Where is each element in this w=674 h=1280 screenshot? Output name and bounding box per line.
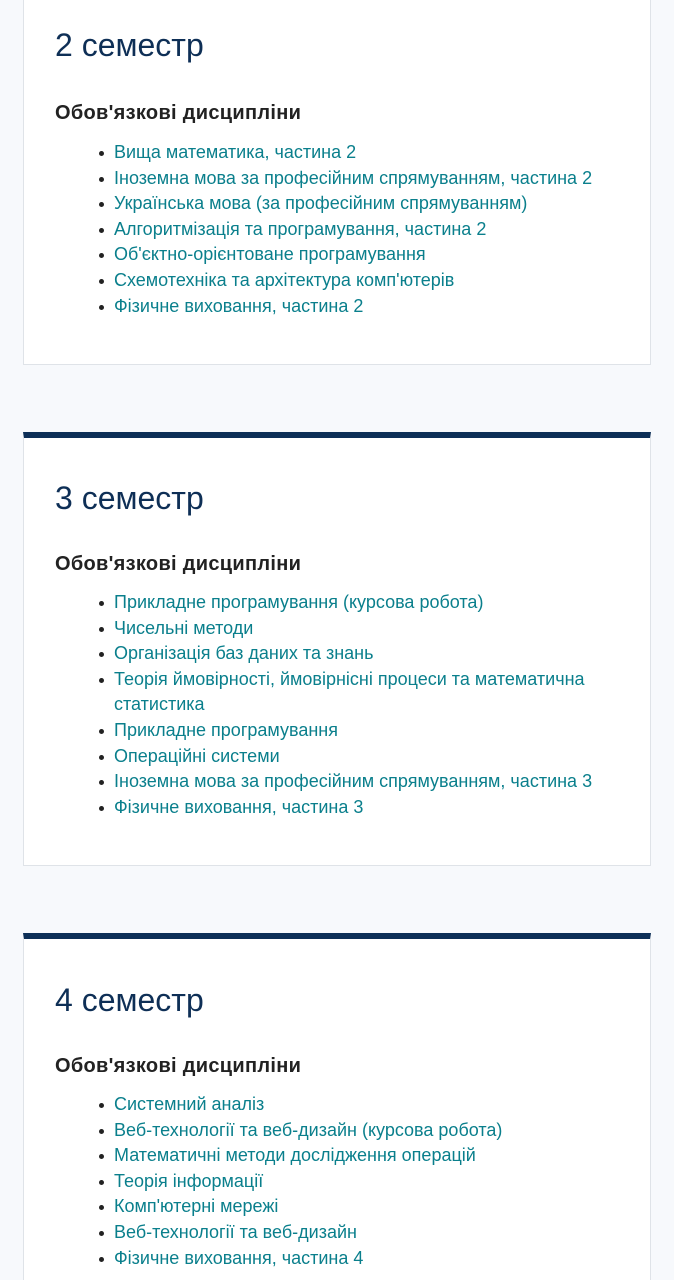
list-item[interactable] — [114, 1246, 624, 1272]
discipline-link[interactable]: Фізичне виховання, частина 2 — [114, 295, 364, 316]
discipline-link[interactable]: Фізичне виховання, частина 4 — [114, 1247, 364, 1268]
discipline-link[interactable]: Веб-технології та веб-дизайн (курсова робота) — [114, 1119, 503, 1140]
list-item[interactable] — [114, 718, 624, 744]
list-item[interactable] — [114, 795, 624, 821]
list-item[interactable] — [114, 1143, 624, 1169]
discipline-list — [114, 1092, 624, 1271]
discipline-link[interactable]: Теорія ймовірностi, ймовірнісні процеси та математична статистика — [114, 668, 585, 715]
list-item[interactable] — [114, 1118, 624, 1144]
discipline-link[interactable]: Іноземна мова за професійним спрямуванням, частина 2 — [114, 167, 593, 188]
mandatory-disciplines-heading: Обов'язкові дисципліни — [55, 102, 302, 124]
mandatory-disciplines-heading: Обов'язкові дисципліни — [55, 1055, 302, 1077]
list-item[interactable] — [114, 641, 624, 667]
discipline-link[interactable]: Математичні методи дослідження операцій — [114, 1145, 476, 1166]
semester-card-4 — [23, 933, 651, 1280]
discipline-link[interactable]: Операційні системи — [114, 745, 280, 766]
list-item[interactable] — [114, 1092, 624, 1118]
semester-card-3 — [23, 432, 651, 866]
list-item[interactable] — [114, 294, 624, 320]
mandatory-disciplines-heading: Обов'язкові дисципліни — [55, 553, 302, 575]
discipline-link[interactable]: Веб-технології та веб-дизайн — [114, 1221, 357, 1242]
list-item[interactable] — [114, 268, 624, 294]
discipline-link[interactable]: Об'єктно-орієнтоване програмування — [114, 244, 426, 265]
discipline-link[interactable]: Прикладне програмування (курсова робота) — [114, 592, 484, 612]
discipline-link[interactable]: Українська мова (за професійним спрямуванням) — [114, 193, 528, 214]
discipline-list — [114, 590, 624, 820]
semester-title: 4 семестр — [55, 982, 204, 1018]
list-item[interactable] — [114, 140, 624, 166]
discipline-link[interactable]: Чисельні методи — [114, 617, 254, 638]
discipline-link[interactable]: Системний аналіз — [114, 1094, 265, 1114]
discipline-link[interactable]: Теорія інформації — [114, 1170, 264, 1191]
semester-title: 3 семестр — [55, 480, 204, 516]
list-item[interactable] — [114, 1169, 624, 1195]
discipline-link[interactable]: Вища математика, частина 2 — [114, 142, 357, 162]
discipline-link[interactable]: Алгоритмізація та програмування, частина 2 — [114, 218, 487, 239]
list-item[interactable] — [114, 667, 624, 718]
list-item[interactable] — [114, 616, 624, 642]
discipline-link[interactable]: Іноземна мова за професійним спрямуванням, частина 3 — [114, 771, 593, 792]
list-item[interactable] — [114, 217, 624, 243]
discipline-link[interactable]: Прикладне програмування — [114, 719, 338, 740]
list-item[interactable] — [114, 191, 624, 217]
discipline-link[interactable]: Комп'ютерні мережі — [114, 1196, 279, 1217]
discipline-link[interactable]: Схемотехніка та архітектура комп'ютерів — [114, 269, 455, 290]
semester-card-2 — [23, 0, 651, 365]
list-item[interactable] — [114, 242, 624, 268]
list-item[interactable] — [114, 769, 624, 795]
list-item[interactable] — [114, 1220, 624, 1246]
discipline-list — [114, 140, 624, 319]
semester-title: 2 семестр — [55, 27, 204, 63]
discipline-link[interactable]: Фізичне виховання, частина 3 — [114, 796, 364, 817]
list-item[interactable] — [114, 590, 624, 616]
list-item[interactable] — [114, 166, 624, 192]
list-item[interactable] — [114, 1194, 624, 1220]
discipline-link[interactable]: Організація баз даних та знань — [114, 643, 374, 664]
list-item[interactable] — [114, 744, 624, 770]
